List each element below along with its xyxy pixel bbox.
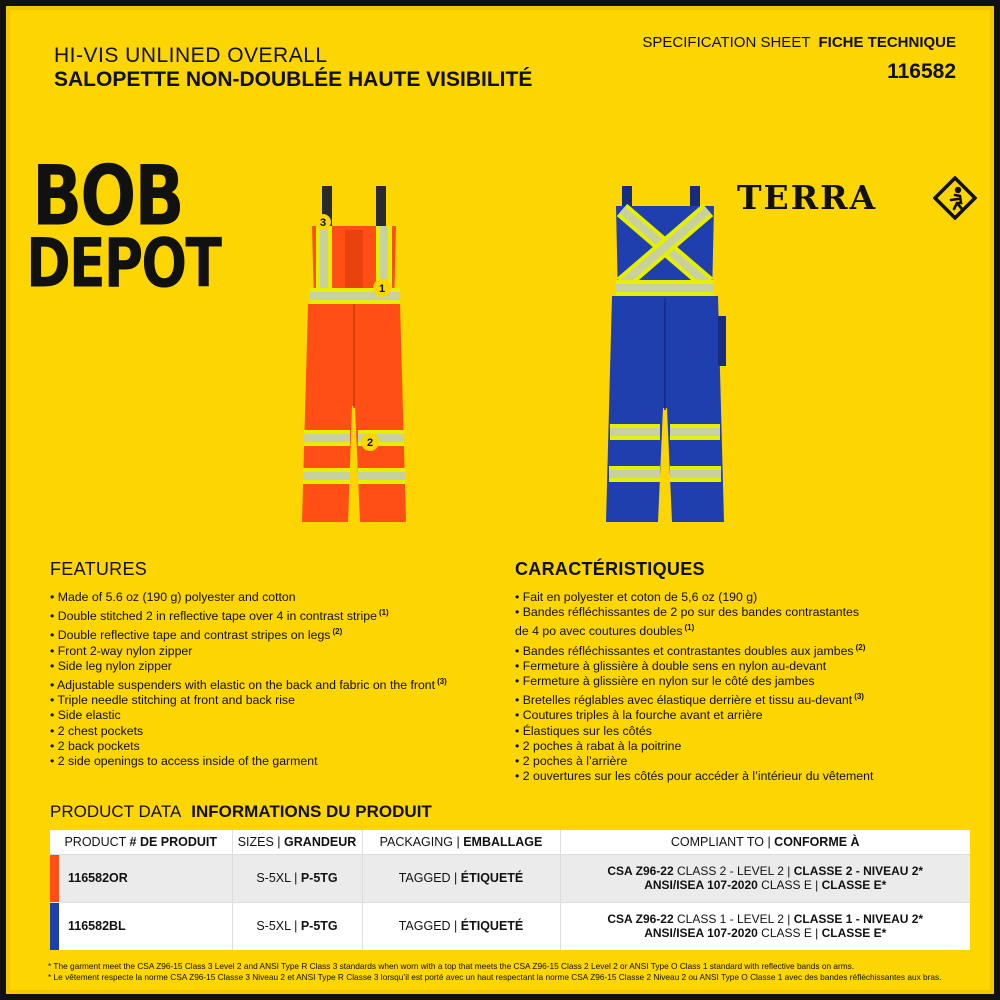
caracteristiques-section <box>515 559 975 784</box>
csa-standard: CSA Z96-22 <box>607 864 674 878</box>
ansi-class-en: CLASS E | <box>757 926 822 941</box>
list-item <box>515 640 975 659</box>
feature-text: • Side elastic <box>50 708 121 723</box>
list-item <box>515 708 975 723</box>
ansi-class-fr: CLASSE E* <box>821 878 887 892</box>
product-code: 116582BL <box>68 919 126 934</box>
col-packaging-fr: EMBALLAGE <box>463 834 543 849</box>
feature-text: • Triple needle stitching at front and back rise <box>50 693 295 708</box>
csa-class-fr: CLASSE 2 - NIVEAU 2* <box>793 864 924 878</box>
feature-text: • Bandes réfléchissantes de 2 po sur des bandes contrastantes de 4 po avec coutures doubles <box>515 605 860 639</box>
feature-text: • 2 ouvertures sur les côtés pour accéder à l’intérieur du vêtement <box>515 769 874 784</box>
product-table-header <box>50 830 970 854</box>
list-item <box>515 769 975 784</box>
packaging-fr: ÉTIQUETÉ <box>460 871 524 885</box>
feature-text: • Élastiques sur les côtés <box>515 723 652 738</box>
spec-sheet <box>6 6 994 994</box>
csa-standard: CSA Z96-22 <box>607 912 674 927</box>
packaging-fr: ÉTIQUETÉ <box>460 919 524 934</box>
callout-1: 1 <box>378 283 386 295</box>
list-item <box>515 590 975 605</box>
features-section <box>50 559 490 769</box>
col-product-fr: # DE PRODUIT <box>129 834 218 849</box>
col-compliant-en: COMPLIANT TO | <box>670 834 775 849</box>
spec-label-fr: FICHE TECHNIQUE <box>818 34 956 51</box>
footnote-en: * The garment meet the CSA Z96-15 Class 3 Level 2 and ANSI Type R Class 3 standards when worn with a top that meets the CSA Z96-15 Class 2 Level 2 or ANSI Type O Class 1 standard with reflective bands on arms. <box>48 961 855 971</box>
footnotes <box>48 961 968 983</box>
product-code: 116582OR <box>68 871 128 885</box>
terra-logo <box>737 176 977 220</box>
feature-text: • Front 2-way nylon zipper <box>50 643 193 658</box>
product-number: 116582 <box>887 60 956 83</box>
list-item <box>515 754 975 769</box>
product-table <box>50 830 970 950</box>
product-code-cell <box>50 902 232 950</box>
blue-overall-image <box>602 186 728 526</box>
caracteristiques-list <box>515 590 975 784</box>
list-item <box>50 708 490 723</box>
list-item <box>50 605 490 624</box>
col-packaging <box>362 830 560 854</box>
feature-text: • Bandes réfléchissantes et contrastantes doubles aux jambes <box>515 643 854 658</box>
product-data-heading-fr: INFORMATIONS DU PRODUIT <box>191 802 432 821</box>
title-english: HI-VIS UNLINED OVERALL <box>54 44 328 67</box>
features-list <box>50 590 490 769</box>
sizes-cell <box>232 854 362 902</box>
spec-sheet-label <box>642 34 956 51</box>
bob-depot-logo <box>26 148 221 308</box>
csa-class-en: CLASS 2 - LEVEL 2 | <box>673 864 794 878</box>
features-heading: FEATURES <box>50 559 148 579</box>
list-item <box>515 605 975 639</box>
list-item <box>515 689 975 708</box>
csa-class-en: CLASS 1 - LEVEL 2 | <box>673 912 794 927</box>
feature-text: • Fermeture à glissière à double sens en nylon au-devant <box>515 658 827 673</box>
feature-note: (3) <box>437 677 447 687</box>
feature-text: • Double stitched 2 in reflective tape over 4 in contrast stripe <box>50 609 377 624</box>
list-item <box>50 739 490 754</box>
packaging-en: TAGGED | <box>398 919 461 934</box>
feature-text: • Bretelles réglables avec élastique derrière et tissu au-devant <box>515 693 853 708</box>
feature-text: • Double reflective tape and contrast stripes on legs <box>50 628 331 643</box>
col-sizes-en: SIZES | <box>237 834 285 849</box>
list-item <box>50 674 490 693</box>
worker-diamond-icon <box>933 176 977 220</box>
feature-text: • 2 poches à rabat à la poitrine <box>515 738 682 753</box>
bob-logo-line2: DEPOT <box>26 224 221 303</box>
list-item <box>50 590 490 605</box>
sizes-fr: P-5TG <box>300 871 338 885</box>
ansi-standard: ANSI/ISEA 107-2020 <box>644 878 758 892</box>
sizes-fr: P-5TG <box>300 919 338 934</box>
orange-overall-image <box>298 186 410 524</box>
col-sizes <box>232 830 362 854</box>
list-item <box>515 674 975 689</box>
sizes-en: S-5XL | <box>256 871 301 885</box>
feature-text: • 2 chest pockets <box>50 723 144 738</box>
table-row <box>50 854 970 902</box>
compliant-cell <box>560 854 970 902</box>
table-row <box>50 902 970 950</box>
list-item <box>50 693 490 708</box>
list-item <box>515 739 975 754</box>
feature-note: (2) <box>855 642 866 652</box>
col-product-en: PRODUCT <box>64 834 130 849</box>
csa-class-fr: CLASSE 1 - NIVEAU 2* <box>793 912 924 927</box>
packaging-cell <box>362 902 560 950</box>
compliant-cell <box>560 902 970 950</box>
list-item <box>50 724 490 739</box>
feature-note: (1) <box>684 623 695 633</box>
callout-2: 2 <box>366 437 374 449</box>
product-data-heading <box>50 802 432 822</box>
ansi-class-en: CLASS E | <box>757 878 822 892</box>
list-item <box>50 644 490 659</box>
spec-label-en: SPECIFICATION SHEET <box>642 34 811 51</box>
feature-note: (1) <box>378 608 389 618</box>
feature-note: (3) <box>854 692 864 702</box>
product-data-heading-en: PRODUCT DATA <box>50 802 182 821</box>
col-packaging-en: PACKAGING | <box>379 834 464 849</box>
feature-note: (2) <box>332 627 343 637</box>
col-sizes-fr: GRANDEUR <box>284 834 357 849</box>
list-item <box>50 659 490 674</box>
list-item <box>50 754 490 769</box>
feature-text: • Fermeture à glissière en nylon sur le côté des jambes <box>515 674 815 689</box>
feature-text: • 2 side openings to access inside of the garment <box>50 754 318 769</box>
feature-text: • 2 back pockets <box>50 738 140 753</box>
feature-text: • Side leg nylon zipper <box>50 658 172 673</box>
col-compliant <box>560 830 970 854</box>
caracteristiques-heading: CARACTÉRISTIQUES <box>515 559 705 579</box>
feature-text: • Made of 5.6 oz (190 g) polyester and cotton <box>50 590 296 604</box>
product-code-cell <box>50 854 232 902</box>
sizes-cell <box>232 902 362 950</box>
col-compliant-fr: CONFORME À <box>774 834 860 849</box>
callout-3: 3 <box>319 217 327 229</box>
bob-logo-line1: BOB <box>32 148 183 245</box>
feature-text: • 2 poches à l’arrière <box>515 754 628 769</box>
col-product <box>50 830 232 854</box>
blue-color-swatch <box>50 903 59 951</box>
ansi-class-fr: CLASSE E* <box>821 926 887 941</box>
feature-text: • Fait en polyester et coton de 5,6 oz (190 g) <box>515 590 758 604</box>
ansi-standard: ANSI/ISEA 107-2020 <box>644 926 758 941</box>
packaging-cell <box>362 854 560 902</box>
list-item <box>50 624 490 643</box>
footnote-fr: * Le vêtement respecte la norme CSA Z96-15 Classe 3 Niveau 2 et ANSI Type R Classe 3 lorsqu’il est porté avec un haut respectant la norme CSA Z96-15 Classe 2 Niveau 2 ou ANSI Type O Classe 1 avec des bandes réfléchissantes aux bras. <box>48 972 942 982</box>
orange-color-swatch <box>50 855 59 902</box>
list-item <box>515 724 975 739</box>
list-item <box>515 659 975 674</box>
sizes-en: S-5XL | <box>256 919 301 934</box>
terra-wordmark: TERRA <box>737 178 878 217</box>
title-french: SALOPETTE NON-DOUBLÉE HAUTE VISIBILITÉ <box>54 68 533 91</box>
packaging-en: TAGGED | <box>398 871 461 885</box>
feature-text: • Coutures triples à la fourche avant et arrière <box>515 708 763 723</box>
feature-text: • Adjustable suspenders with elastic on the back and fabric on the front <box>50 678 436 693</box>
